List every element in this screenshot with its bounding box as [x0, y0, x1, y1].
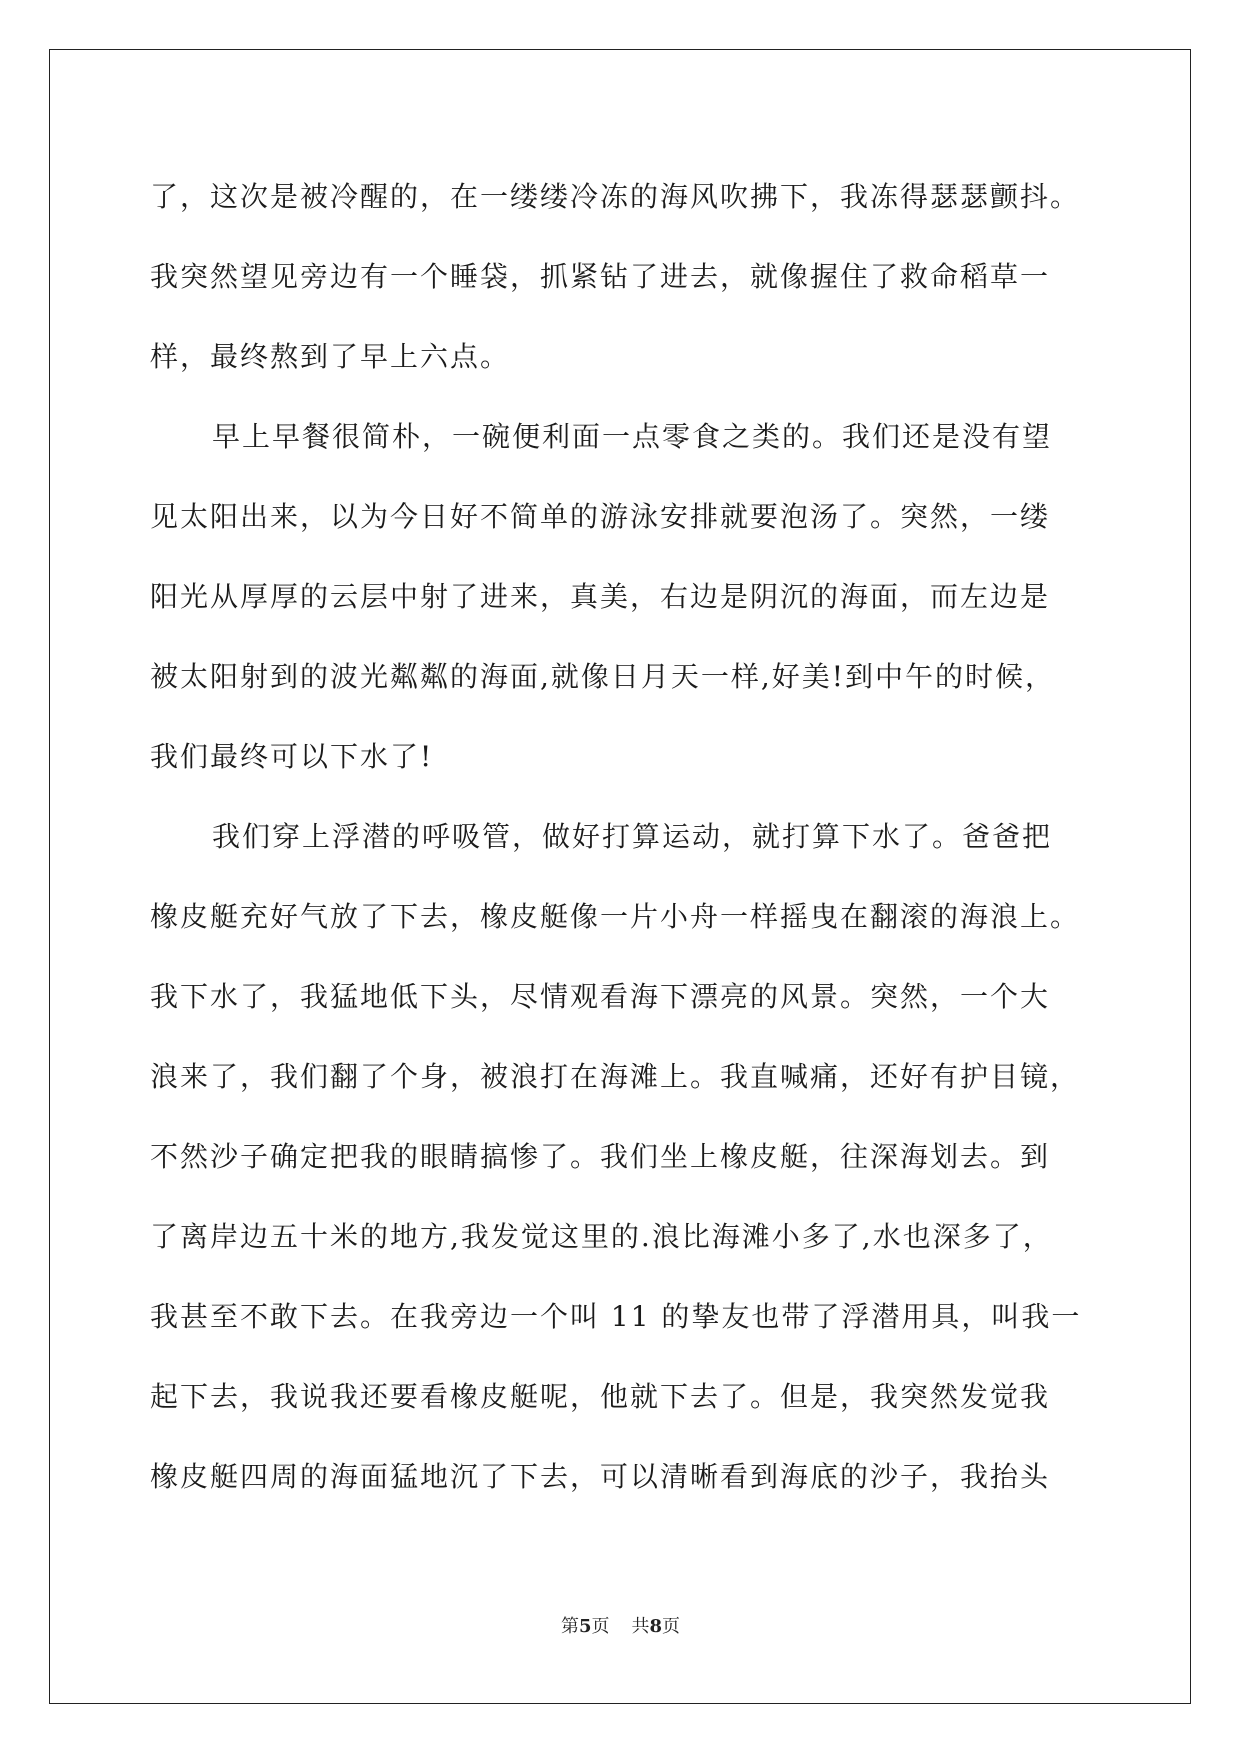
document-body — [150, 157, 1110, 1517]
text-line: 见太阳出来，以为今日好不简单的游泳安排就要泡汤了。突然，一缕 — [150, 500, 1051, 533]
text-line: 橡皮艇充好气放了下去，橡皮艇像一片小舟一样摇曳在翻滚的海浪上。 — [150, 900, 1081, 933]
text-line: 我突然望见旁边有一个睡袋，抓紧钻了进去，就像握住了救命稻草一 — [150, 260, 1051, 293]
footer-page-suffix: 页 — [591, 1616, 610, 1637]
text-line: 我们最终可以下水了! — [150, 740, 434, 773]
text-line: 浪来了，我们翻了个身，被浪打在海滩上。我直喊痛，还好有护目镜， — [150, 1060, 1081, 1093]
footer-total-suffix: 页 — [662, 1616, 681, 1637]
footer-page-prefix: 第 — [560, 1616, 579, 1637]
footer-page-total: 8 — [649, 1616, 663, 1637]
footer-page-current: 5 — [578, 1616, 592, 1637]
text-line: 我们穿上浮潜的呼吸管，做好打算运动，就打算下水了。爸爸把 — [212, 820, 1053, 853]
text-line: 样，最终熬到了早上六点。 — [150, 340, 511, 373]
text-line: 起下去，我说我还要看橡皮艇呢，他就下去了。但是，我突然发觉我 — [150, 1380, 1051, 1413]
text-line: 我下水了，我猛地低下头，尽情观看海下漂亮的风景。突然，一个大 — [150, 980, 1051, 1013]
text-line: 了离岸边五十米的地方,我发觉这里的.浪比海滩小多了,水也深多了， — [150, 1220, 1053, 1253]
text-line: 了，这次是被冷醒的，在一缕缕冷冻的海风吹拂下，我冻得瑟瑟颤抖。 — [150, 180, 1081, 213]
text-line: 不然沙子确定把我的眼睛搞惨了。我们坐上橡皮艇，往深海划去。到 — [150, 1140, 1051, 1173]
text-line: 被太阳射到的波光粼粼的海面,就像日月天一样,好美!到中午的时候， — [150, 660, 1056, 693]
text-line: 阳光从厚厚的云层中射了进来，真美，右边是阴沉的海面，而左边是 — [150, 580, 1051, 613]
text-line: 早上早餐很简朴，一碗便利面一点零食之类的。我们还是没有望 — [212, 420, 1053, 453]
footer-total-prefix: 共 — [631, 1616, 650, 1637]
text-line: 我甚至不敢下去。在我旁边一个叫 11 的挚友也带了浮潜用具，叫我一 — [150, 1300, 1082, 1333]
page-footer — [0, 1612, 1241, 1638]
text-line: 橡皮艇四周的海面猛地沉了下去，可以清晰看到海底的沙子，我抬头 — [150, 1460, 1051, 1493]
